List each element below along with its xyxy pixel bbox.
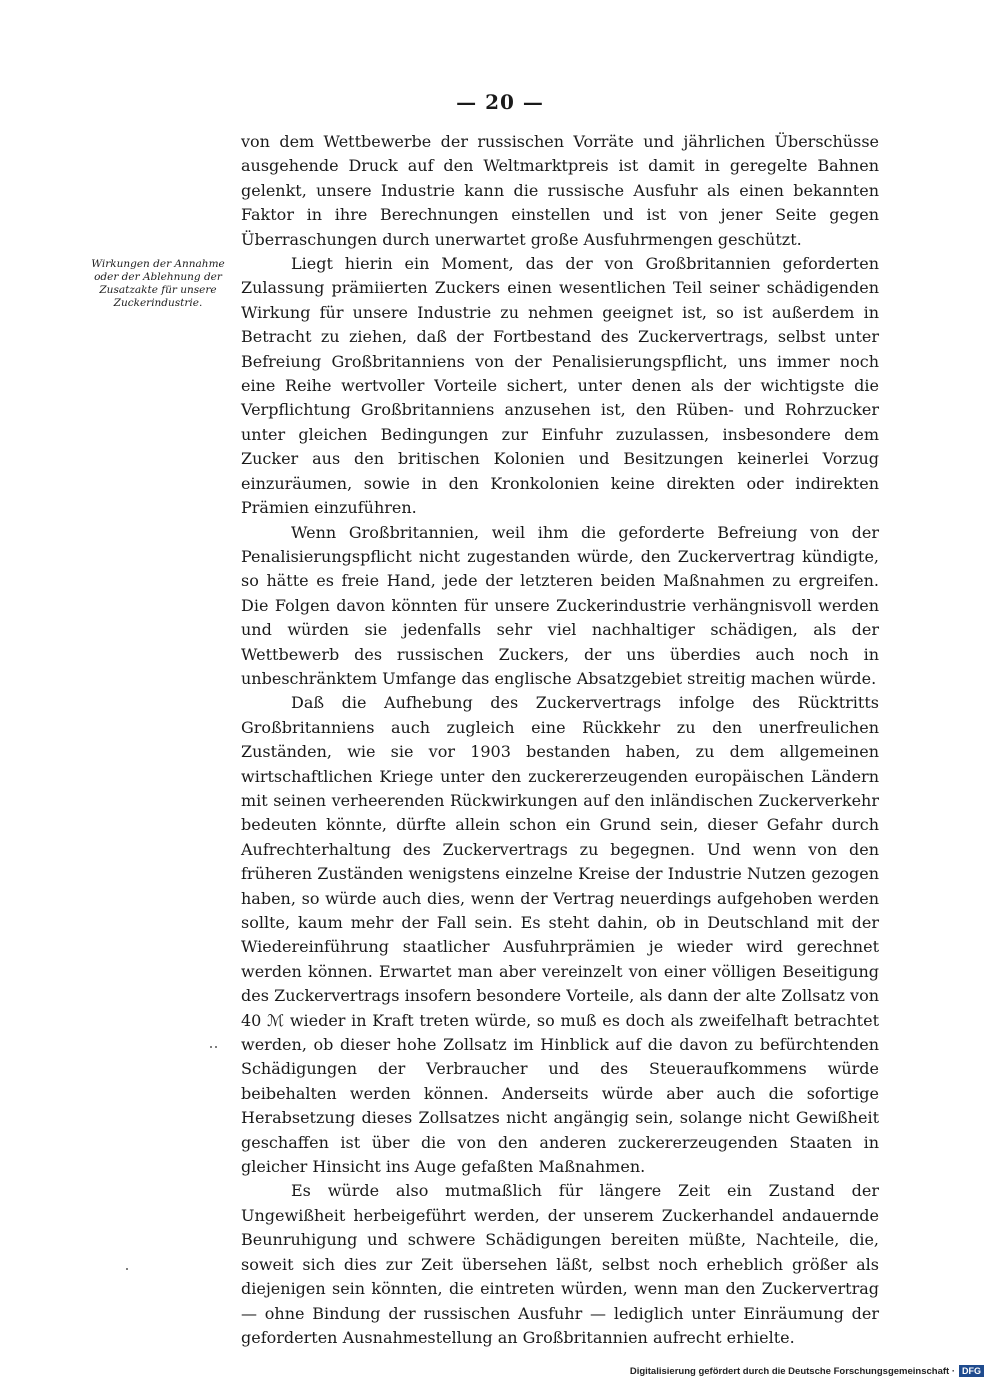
footer-credit-text: Digitalisierung gefördert durch die Deutsche Forschungsgemeinschaft · <box>629 1365 955 1377</box>
marginal-note: Wirkungen der Annahme oder der Ablehnung der Zusatzakte für unsere Zuckerindustrie. <box>91 258 225 309</box>
paragraph-3: Wenn Großbritannien, weil ihm die geforderte Befreiung von der Penalisierungspflicht nicht zugestanden würde, den Zuckervertrag kündigte, so hätte es freie Hand, jede der letzteren beiden Maßnahmen zu ergreifen. Die Folgen davon könnten für unsere Zuckerindustrie verhängnisvoll werden und würden sie jedenfalls sehr viel nachhaltiger schädigen, als der Wettbewerb des russischen Zuckers, der uns überdies auch noch in unbeschränktem Umfange das englische Absatzgebiet streitig machen würde. <box>241 522 879 688</box>
paragraph-4: Daß die Aufhebung des Zuckervertrags infolge des Rücktritts Großbritanniens auch zugleich eine Rückkehr zu den unerfreulichen Zuständen, wie sie vor 1903 bestanden haben, zu dem allgemeinen wirtschaftlichen Kriege unter den zuckererzeugenden europäischen Ländern mit seinen verheerenden Rückwirkungen auf den inländischen Zuckerverkehr bedeuten könnte, dürfte allein schon ein Grund sein, dieser Gefahr durch Aufrechterhaltung des Zuckervertrags zu begegnen. Und wenn von den früheren Zuständen wenigstens einzelne Kreise der Industrie Nutzen gezogen haben, so würde auch dies, wenn der Vertrag neuerdings aufgehoben werden sollte, kaum mehr der Fall sein. Es steht dahin, ob in Deutschland mit der Wiedereinführung staatlicher Ausfuhrprämien je wieder wird gerechnet werden können. Erwartet man aber vereinzelt von einer völligen Beseitigung des Zuckervertrags insofern besondere Vorteile, als dann der alte Zollsatz von 40 ℳ wieder in Kraft treten würde, so muß es doch als zweifelhaft betrachtet werden, ob dieser hohe Zollsatz im Hinblick auf die davon zu befürchtenden Schädigungen der Verbraucher und des Steueraufkommens würde beibehalten werden können. Anderseits würde aber auch die sofortige Herabsetzung dieses Zollsatzes nicht angängig sein, solange nicht Gewißheit geschaffen ist über die von den anderen zuckererzeugenden Staaten in gleicher Hinsicht ins Auge gefaßten Maßnahmen. <box>241 693 879 1177</box>
body-text <box>241 130 879 1350</box>
scan-speck <box>215 1046 217 1048</box>
scan-speck <box>126 1268 128 1270</box>
footer-credit <box>630 1365 984 1377</box>
paragraph-1: von dem Wettbewerbe der russischen Vorräte und jährlichen Überschüsse ausgehende Druck auf den Weltmarktpreis ist damit in geregelte Bahnen gelenkt, unsere Industrie kann die russische Ausfuhr als einen bekannten Faktor in ihre Berechnungen einstellen und ist von jener Seite gegen Überraschungen durch unerwartet große Ausfuhrmengen geschützt. <box>241 132 879 249</box>
page-number: — 20 — <box>456 90 544 114</box>
paragraph-2: Liegt hierin ein Moment, das der von Großbritannien geforderten Zulassung prämiierten Zuckers einen wesentlichen Teil seiner schädigenden Wirkung für unsere Industrie zu nehmen geeignet ist, so ist außerdem in Betracht zu ziehen, daß der Fortbestand des Zuckervertrags, selbst unter Befreiung Großbritanniens von der Penalisierungspflicht, uns immer noch eine Reihe wertvoller Vorteile sichert, unter denen als der wichtigste die Verpflichtung Großbritanniens anzusehen ist, den Rüben- und Rohrzucker unter gleichen Bedingungen zur Einfuhr zuzulassen, insbesondere dem Zucker aus den britischen Kolonien und Besitzungen keinerlei Vorzug einzuräumen, sowie in den Kronkolonien keine direkten oder indirekten Prämien einzuführen. <box>241 254 879 518</box>
scan-speck <box>210 1046 212 1048</box>
paragraph-5: Es würde also mutmaßlich für längere Zeit ein Zustand der Ungewißheit herbeigeführt werden, der unserem Zuckerhandel andauernde Beunruhigung und schwere Schädigungen bereiten müßte, Nachteile, die, soweit sich dies zur Zeit übersehen läßt, selbst noch erheblich größer als diejenigen sein könnten, die eintreten würden, wenn man den Zuckervertrag — ohne Bindung der russischen Ausfuhr — lediglich unter Einräumung der geforderten Ausnahmestellung an Großbritannien aufrecht erhielte. <box>241 1181 879 1347</box>
dfg-logo-icon: DFG <box>959 1365 984 1377</box>
